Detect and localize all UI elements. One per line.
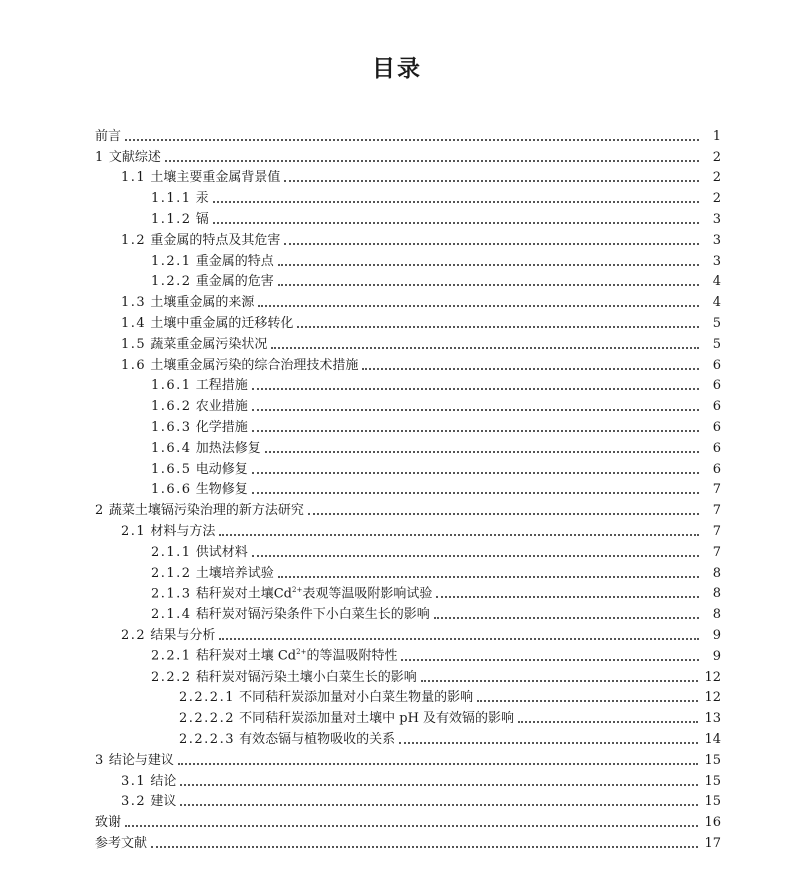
toc-entry[interactable]	[95, 748, 721, 769]
toc-page-number: 1	[712, 128, 721, 144]
toc-entry-label	[179, 690, 473, 706]
toc-entry-text: 秸秆炭对镉污染条件下小白菜生长的影响	[195, 607, 430, 623]
toc-dot-leader	[401, 659, 699, 661]
toc-entry-number: 2.1.4	[151, 607, 192, 623]
toc-entry-label	[95, 815, 121, 831]
toc-dot-leader	[284, 243, 699, 245]
toc-entry-number: 1.1.2	[151, 211, 192, 227]
toc-entry[interactable]	[95, 478, 721, 499]
toc-page-number: 3	[712, 253, 721, 269]
toc-entry-label	[151, 566, 274, 582]
toc-page-number: 8	[712, 565, 721, 581]
toc-dot-leader	[180, 804, 698, 806]
toc-entry[interactable]	[95, 353, 721, 374]
toc-page-number: 15	[704, 773, 721, 789]
toc-page-number: 6	[712, 440, 721, 456]
toc-entry-text: 建议	[150, 794, 177, 810]
toc-page-number: 7	[712, 523, 721, 539]
toc-entry[interactable]	[95, 686, 721, 707]
toc-page-number: 6	[712, 461, 721, 477]
toc-dot-leader	[252, 388, 699, 390]
toc-entry-number: 2.2.2.2	[179, 711, 235, 727]
toc-dot-leader	[252, 430, 699, 432]
toc-entry[interactable]	[95, 436, 721, 457]
toc-entry-label	[151, 191, 209, 207]
table-of-contents	[95, 124, 721, 852]
toc-entry-number: 2.1.1	[151, 544, 192, 560]
toc-page-number: 6	[712, 378, 721, 394]
toc-entry[interactable]	[95, 394, 721, 415]
toc-entry[interactable]	[95, 207, 721, 228]
toc-entry-element-symbol: Cd	[277, 648, 297, 664]
toc-entry[interactable]	[95, 519, 721, 540]
toc-entry-label	[121, 170, 280, 186]
toc-page-number: 3	[712, 232, 721, 248]
toc-entry-label	[121, 358, 358, 374]
toc-entry[interactable]	[95, 831, 721, 852]
toc-entry-text: 土壤主要重金属背景值	[150, 170, 281, 186]
toc-entry-number: 1.2.1	[151, 253, 192, 269]
toc-entry-text: 秸秆炭对镉污染土壤小白菜生长的影响	[195, 669, 417, 685]
toc-entry[interactable]	[95, 727, 721, 748]
toc-dot-leader	[278, 284, 699, 286]
toc-entry[interactable]	[95, 582, 721, 603]
toc-entry-label	[179, 732, 395, 748]
toc-dot-leader	[219, 534, 699, 536]
toc-entry-label	[121, 774, 176, 790]
toc-page-number: 6	[712, 419, 721, 435]
toc-entry-number: 2.2	[121, 627, 147, 643]
toc-dot-leader	[362, 368, 699, 370]
toc-entry[interactable]	[95, 790, 721, 811]
toc-dot-leader	[477, 700, 698, 702]
toc-entry-text: 土壤中重金属的迁移转化	[150, 315, 294, 331]
toc-dot-leader	[151, 846, 698, 848]
toc-entry-label	[151, 212, 209, 228]
toc-entry-label	[121, 628, 215, 644]
toc-entry-element-symbol: Cd	[273, 586, 293, 602]
toc-dot-leader	[436, 596, 699, 598]
toc-page-number: 12	[704, 669, 721, 685]
toc-entry-superscript: 2+	[296, 648, 307, 657]
toc-entry-text: 秸秆炭对土壤	[195, 586, 274, 602]
toc-entry-label	[151, 670, 417, 686]
toc-entry[interactable]	[95, 623, 721, 644]
toc-entry-text-after: 的等温吸附特性	[306, 648, 398, 664]
toc-entry-text: 农业措施	[195, 399, 248, 415]
toc-entry[interactable]	[95, 228, 721, 249]
toc-entry-label	[151, 482, 248, 498]
toc-entry-number: 1.3	[121, 295, 147, 311]
toc-entry-text: 土壤重金属的来源	[150, 295, 255, 311]
toc-page-number: 12	[704, 690, 721, 706]
toc-entry[interactable]	[95, 186, 721, 207]
toc-entry[interactable]	[95, 311, 721, 332]
toc-entry-text: 电动修复	[195, 461, 248, 477]
toc-entry-text-after: 表观等温吸附影响试验	[302, 586, 433, 602]
toc-page-number: 6	[712, 399, 721, 415]
toc-entry-number: 3.2	[121, 794, 147, 810]
toc-entry-label	[151, 420, 248, 436]
toc-entry-text: 土壤培养试验	[195, 565, 274, 581]
toc-page-number: 9	[712, 648, 721, 664]
toc-entry-number: 1.1	[121, 170, 147, 186]
toc-entry[interactable]	[95, 124, 721, 145]
toc-entry-text: 镉	[195, 211, 209, 227]
toc-page-number: 2	[712, 149, 721, 165]
toc-entry[interactable]	[95, 290, 721, 311]
toc-entry-number: 3.1	[121, 773, 147, 789]
toc-entry-label	[179, 711, 514, 727]
toc-page-number: 2	[712, 170, 721, 186]
toc-entry-label	[151, 462, 248, 478]
toc-dot-leader	[399, 742, 698, 744]
toc-entry-number: 3	[95, 752, 105, 768]
toc-dot-leader	[297, 326, 699, 328]
toc-entry-number: 2.2.2.1	[179, 690, 235, 706]
toc-entry-label	[95, 150, 161, 166]
toc-page-number: 17	[704, 835, 721, 851]
toc-entry-label	[151, 274, 274, 290]
toc-page-number: 9	[712, 627, 721, 643]
toc-dot-leader	[178, 763, 699, 765]
toc-page-number: 13	[704, 711, 721, 727]
toc-entry[interactable]	[95, 644, 721, 665]
toc-page-number: 5	[712, 336, 721, 352]
toc-entry-number: 2	[95, 503, 105, 519]
toc-entry-number: 2.2.2	[151, 669, 192, 685]
toc-dot-leader	[308, 513, 699, 515]
toc-entry-text: 重金属的特点	[195, 253, 274, 269]
toc-dot-leader	[213, 222, 699, 224]
toc-entry-text: 蔬菜重金属污染状况	[150, 336, 268, 352]
toc-entry-label	[151, 607, 430, 623]
toc-dot-leader	[125, 139, 699, 141]
toc-dot-leader	[258, 305, 699, 307]
toc-entry-label	[95, 129, 121, 145]
toc-entry[interactable]	[95, 540, 721, 561]
toc-dot-leader	[252, 409, 699, 411]
toc-entry-number: 2.1	[121, 523, 147, 539]
toc-entry-text: 重金属的特点及其危害	[150, 232, 281, 248]
toc-entry-label	[121, 524, 215, 540]
toc-entry-text: 致谢	[95, 815, 122, 831]
toc-dot-leader	[434, 617, 699, 619]
toc-entry-number: 1.2.2	[151, 274, 192, 290]
toc-page-number: 15	[704, 752, 721, 768]
toc-dot-leader	[284, 180, 699, 182]
toc-entry-number: 1	[95, 149, 105, 165]
toc-page-number: 15	[704, 794, 721, 810]
toc-entry-label	[151, 545, 248, 561]
toc-entry-label	[121, 316, 293, 332]
toc-entry-label	[121, 295, 254, 311]
toc-entry-text: 结论与建议	[108, 752, 174, 768]
toc-entry-label	[121, 794, 176, 810]
toc-page-number: 4	[712, 274, 721, 290]
toc-entry-text: 生物修复	[195, 482, 248, 498]
toc-dot-leader	[219, 638, 699, 640]
toc-entry-label	[151, 441, 261, 457]
toc-entry-label	[121, 233, 280, 249]
toc-page-number: 7	[712, 503, 721, 519]
toc-page-number: 16	[704, 815, 721, 831]
toc-entry[interactable]	[95, 457, 721, 478]
page-title: 目录	[372, 56, 422, 82]
toc-entry[interactable]	[95, 270, 721, 291]
toc-entry-number: 2.1.3	[151, 586, 192, 602]
toc-entry[interactable]	[95, 665, 721, 686]
toc-page-number: 5	[712, 315, 721, 331]
toc-entry[interactable]	[95, 249, 721, 270]
toc-entry-number: 1.6.5	[151, 461, 192, 477]
toc-entry-text: 文献综述	[108, 149, 161, 165]
toc-entry-number: 1.6.2	[151, 399, 192, 415]
toc-entry-superscript: 2+	[292, 586, 303, 594]
toc-entry-label	[151, 399, 248, 415]
toc-entry-label	[151, 582, 432, 602]
toc-dot-leader	[252, 492, 699, 494]
toc-entry-label	[95, 503, 304, 519]
toc-dot-leader	[518, 721, 698, 723]
toc-dot-leader	[252, 555, 699, 557]
toc-entry-text: 工程措施	[195, 378, 248, 394]
toc-entry[interactable]	[95, 415, 721, 436]
toc-entry-number: 1.6	[121, 357, 147, 373]
toc-entry-text: 土壤重金属污染的综合治理技术措施	[150, 357, 359, 373]
toc-entry-number: 2.1.2	[151, 565, 192, 581]
toc-entry-label	[95, 836, 147, 852]
toc-entry-text: 参考文献	[95, 835, 148, 851]
toc-page-number: 7	[712, 544, 721, 560]
toc-dot-leader	[278, 576, 699, 578]
toc-entry-label	[151, 644, 397, 664]
toc-entry-text: 不同秸秆炭添加量对土壤中 pH 及有效镉的影响	[239, 711, 515, 727]
toc-entry[interactable]	[95, 374, 721, 395]
toc-entry[interactable]	[95, 810, 721, 831]
toc-entry-number: 2.2.2.3	[179, 731, 235, 747]
toc-dot-leader	[265, 451, 699, 453]
toc-entry-number: 2.2.1	[151, 648, 192, 664]
toc-page-number: 6	[712, 357, 721, 373]
toc-entry-label	[151, 254, 274, 270]
toc-dot-leader	[165, 160, 699, 162]
toc-entry-label	[151, 378, 248, 394]
toc-entry[interactable]	[95, 769, 721, 790]
toc-entry[interactable]	[95, 166, 721, 187]
toc-entry[interactable]	[95, 498, 721, 519]
toc-entry-number: 1.5	[121, 336, 147, 352]
toc-entry-label	[95, 753, 174, 769]
toc-entry-label	[121, 337, 267, 353]
toc-page-number: 8	[712, 607, 721, 623]
toc-entry[interactable]	[95, 602, 721, 623]
toc-page-number: 8	[712, 586, 721, 602]
toc-entry-number: 1.6.3	[151, 419, 192, 435]
toc-page-number: 3	[712, 211, 721, 227]
toc-entry-text: 材料与方法	[150, 523, 216, 539]
toc-entry-text: 前言	[95, 128, 122, 144]
toc-entry-number: 1.4	[121, 315, 147, 331]
toc-dot-leader	[421, 680, 699, 682]
toc-dot-leader	[180, 784, 698, 786]
toc-entry[interactable]	[95, 145, 721, 166]
toc-dot-leader	[278, 264, 699, 266]
toc-entry-text: 有效态镉与植物吸收的关系	[239, 731, 396, 747]
toc-entry[interactable]	[95, 706, 721, 727]
toc-entry-text: 供试材料	[195, 544, 248, 560]
toc-entry[interactable]	[95, 332, 721, 353]
toc-entry-text: 重金属的危害	[195, 274, 274, 290]
toc-entry-text: 不同秸秆炭添加量对小白菜生物量的影响	[239, 690, 474, 706]
toc-entry-number: 1.1.1	[151, 191, 192, 207]
toc-entry-text: 结果与分析	[150, 627, 216, 643]
toc-entry-text: 汞	[195, 191, 209, 207]
toc-entry-number: 1.6.1	[151, 378, 192, 394]
toc-page-number: 14	[704, 731, 721, 747]
toc-dot-leader	[213, 201, 699, 203]
toc-page-number: 2	[712, 191, 721, 207]
toc-entry-text: 加热法修复	[195, 440, 261, 456]
toc-dot-leader	[125, 825, 698, 827]
toc-page-number: 4	[712, 295, 721, 311]
toc-dot-leader	[271, 347, 699, 349]
toc-entry-number: 1.2	[121, 232, 147, 248]
toc-entry-number: 1.6.4	[151, 440, 192, 456]
toc-dot-leader	[252, 472, 699, 474]
toc-entry-number: 1.6.6	[151, 482, 192, 498]
toc-entry-text: 化学措施	[195, 419, 248, 435]
toc-entry-text: 结论	[150, 773, 177, 789]
toc-entry-text: 秸秆炭对土壤	[195, 648, 278, 664]
toc-entry[interactable]	[95, 561, 721, 582]
toc-entry-text: 蔬菜土壤镉污染治理的新方法研究	[108, 503, 304, 519]
toc-page-number: 7	[712, 482, 721, 498]
